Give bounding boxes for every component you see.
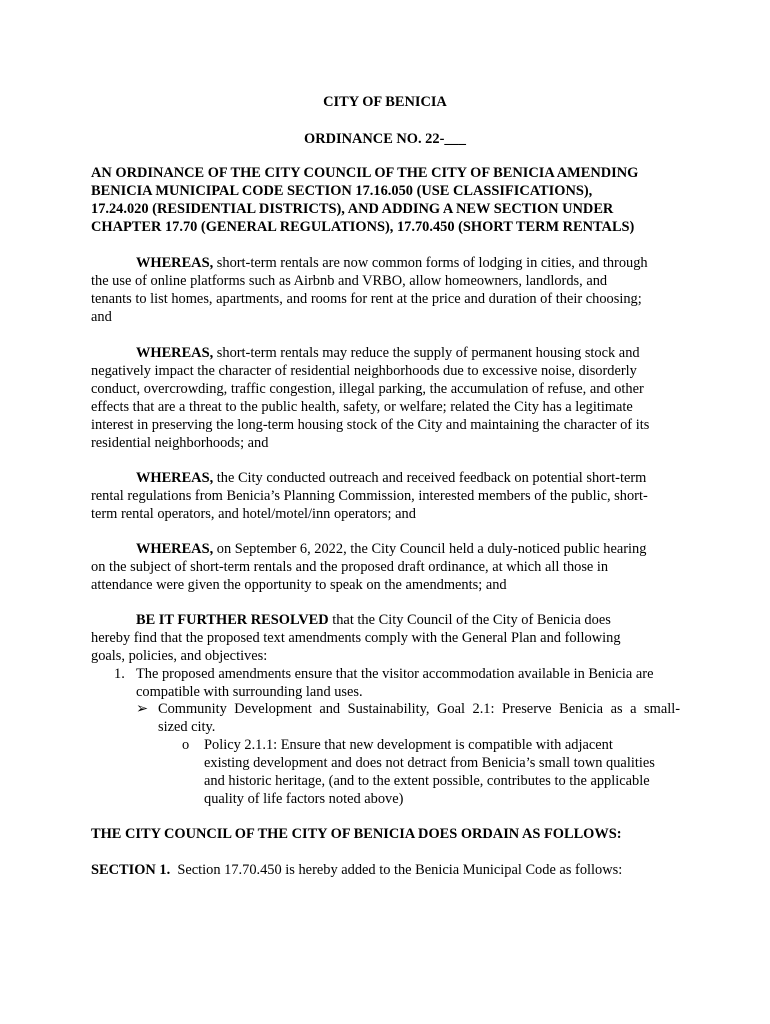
goal-line-2: sized city. (158, 719, 216, 735)
policy-line-2: existing development and does not detract from Benicia’s small town qualities (204, 755, 655, 771)
whereas-2-lead: WHEREAS, (136, 345, 214, 361)
resolved-lead: BE IT FURTHER RESOLVED (136, 612, 329, 628)
whereas-1-line-4: and (91, 309, 112, 325)
list-item-line-1: The proposed amendments ensure that the visitor accommodation available in Benicia are (136, 666, 654, 682)
whereas-2-first-line (136, 345, 640, 363)
ordinance-number: ORDINANCE NO. 22-___ (304, 131, 466, 147)
whereas-3-first-text: the City conducted outreach and received feedback on potential short-term (213, 470, 647, 486)
resolved-line-3: goals, policies, and objectives: (91, 648, 268, 664)
city-heading: CITY OF BENICIA (323, 94, 447, 110)
title-line-4: CHAPTER 17.70 (GENERAL REGULATIONS), 17.70.450 (SHORT TERM RENTALS) (91, 219, 635, 235)
section-1-lead: SECTION 1. (91, 862, 171, 878)
whereas-2-line-4: effects that are a threat to the public health, safety, or welfare; related the City has a legitimate (91, 399, 633, 415)
whereas-4-line-2: on the subject of short-term rentals and the proposed draft ordinance, at which all those in (91, 559, 609, 575)
whereas-2-line-5: interest in preserving the long-term housing stock of the City and maintaining the character of its (91, 417, 650, 433)
whereas-2-first-text: short-term rentals may reduce the supply of permanent housing stock and (213, 345, 640, 361)
list-item-line-2: compatible with surrounding land uses. (136, 684, 363, 700)
arrow-bullet-icon: ➢ (136, 701, 149, 717)
whereas-3-line-2: rental regulations from Benicia’s Planning Commission, interested members of the public, short- (91, 488, 648, 504)
whereas-2-line-2: negatively impact the character of residential neighborhoods due to excessive noise, disorderly (91, 363, 637, 379)
resolved-first-line (136, 612, 611, 630)
whereas-1-lead: WHEREAS, (136, 255, 214, 271)
whereas-4-first-line (136, 541, 646, 559)
ordain-heading: THE CITY COUNCIL OF THE CITY OF BENICIA DOES ORDAIN AS FOLLOWS: (91, 826, 622, 842)
whereas-2-line-6: residential neighborhoods; and (91, 435, 269, 451)
resolved-line-2: hereby find that the proposed text amendments comply with the General Plan and following (91, 630, 621, 646)
whereas-1-first-text: short-term rentals are now common forms of lodging in cities, and through (213, 255, 648, 271)
whereas-2-line-3: conduct, overcrowding, traffic congestion, illegal parking, the accumulation of refuse, and other (91, 381, 644, 397)
policy-line-4: quality of life factors noted above) (204, 791, 404, 807)
title-line-2: BENICIA MUNICIPAL CODE SECTION 17.16.050 (USE CLASSIFICATIONS), (91, 183, 593, 199)
whereas-1-line-2: the use of online platforms such as Airbnb and VRBO, allow homeowners, landlords, and (91, 273, 608, 289)
whereas-1-line-3: tenants to list homes, apartments, and rooms for rent at the price and duration of their choosing; (91, 291, 642, 307)
whereas-3-first-line (136, 470, 646, 488)
section-1-text: Section 17.70.450 is hereby added to the Benicia Municipal Code as follows: (170, 862, 623, 878)
resolved-first-text: that the City Council of the City of Benicia does (328, 612, 611, 628)
title-line-3: 17.24.020 (RESIDENTIAL DISTRICTS), AND ADDING A NEW SECTION UNDER (91, 201, 614, 217)
whereas-4-lead: WHEREAS, (136, 541, 214, 557)
section-1-line (91, 862, 622, 880)
whereas-1-first-line (136, 255, 648, 273)
list-item-marker: 1. (114, 666, 125, 682)
goal-line-1: Community Development and Sustainability, Goal 2.1: Preserve Benicia as a small- (158, 701, 680, 717)
whereas-4-line-3: attendance were given the opportunity to speak on the amendments; and (91, 577, 507, 593)
whereas-3-line-3: term rental operators, and hotel/motel/inn operators; and (91, 506, 416, 522)
whereas-3-lead: WHEREAS, (136, 470, 214, 486)
policy-line-3: and historic heritage, (and to the extent possible, contributes to the applicable (204, 773, 650, 789)
circle-bullet-icon: o (182, 737, 190, 753)
policy-line-1: Policy 2.1.1: Ensure that new development is compatible with adjacent (204, 737, 613, 753)
whereas-4-first-text: on September 6, 2022, the City Council held a duly-noticed public hearing (213, 541, 647, 557)
title-line-1: AN ORDINANCE OF THE CITY COUNCIL OF THE CITY OF BENICIA AMENDING (91, 165, 639, 181)
